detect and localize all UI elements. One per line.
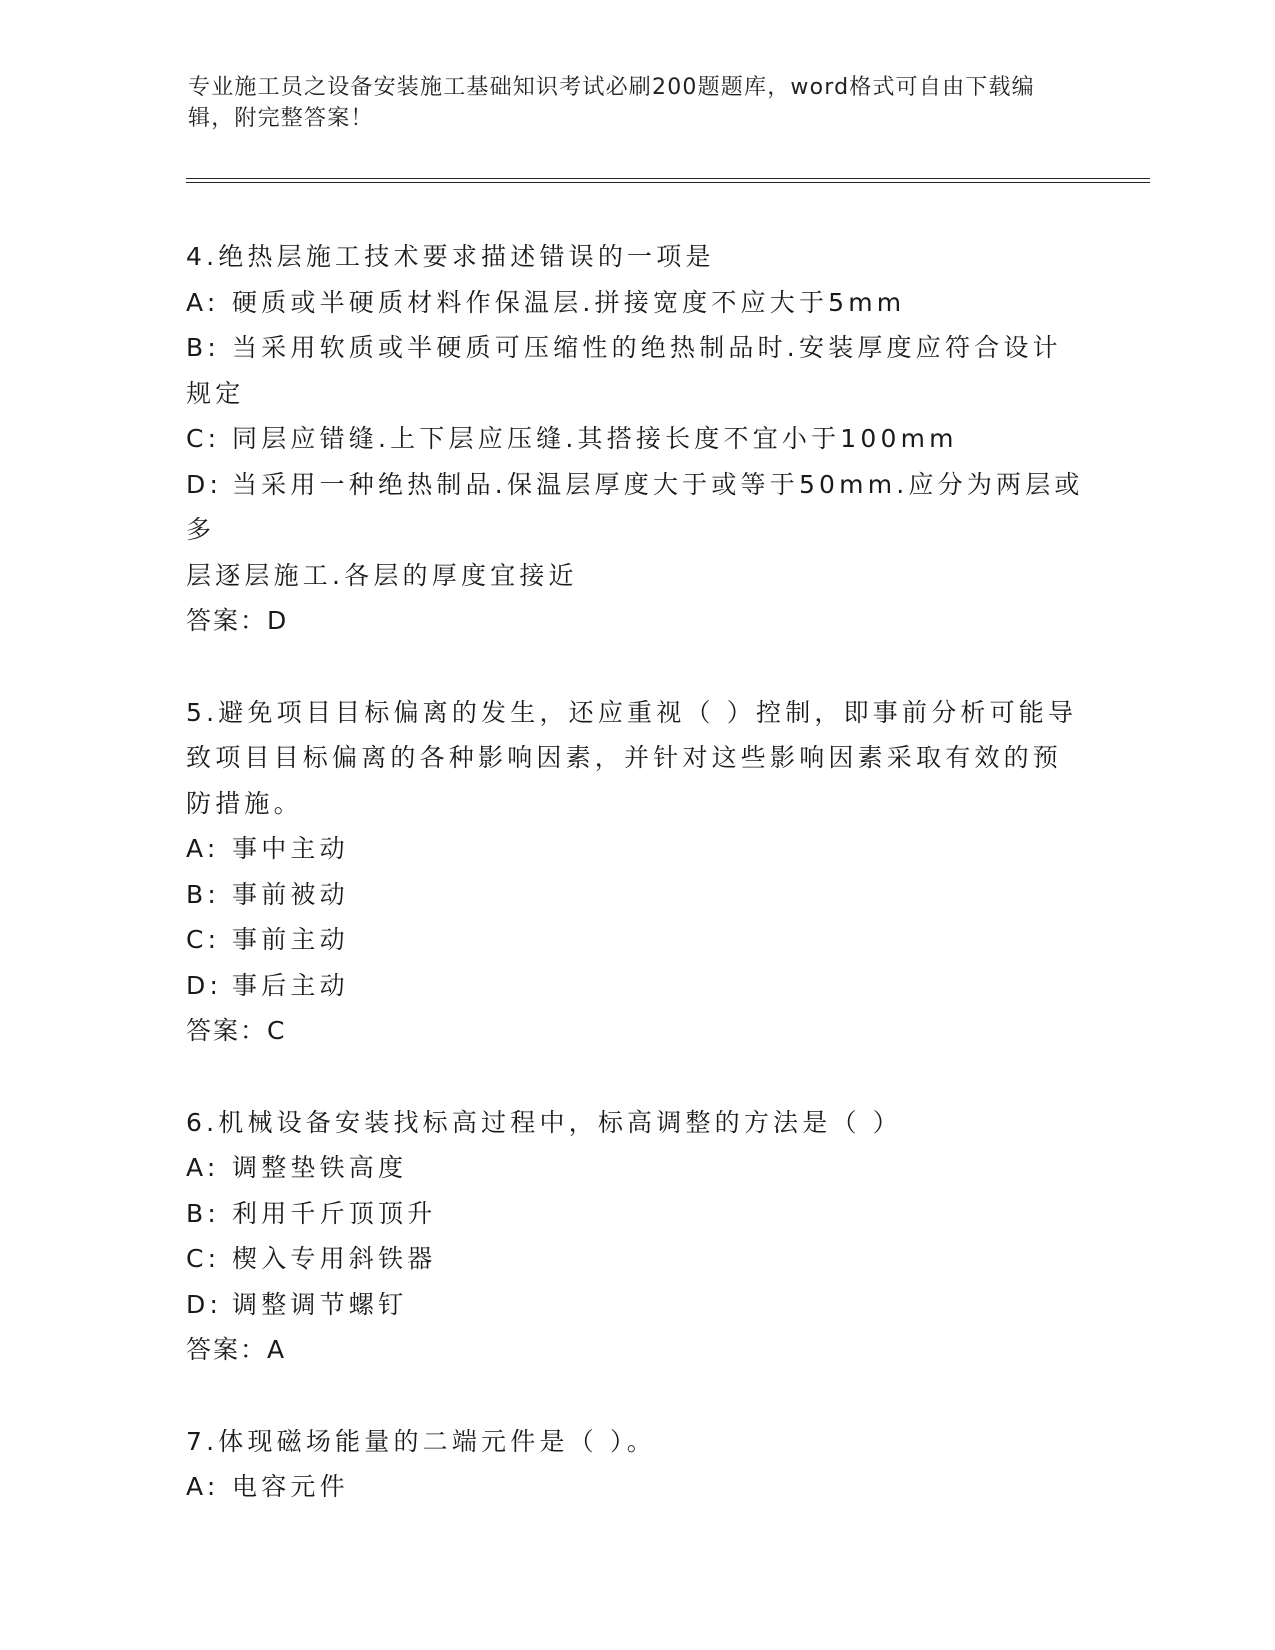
option-d-continuation: 层逐层施工.各层的厚度宜接近: [186, 560, 578, 590]
header-divider: [186, 178, 1150, 183]
option-text: 事前被动: [232, 879, 349, 909]
option-text: 事中主动: [232, 834, 349, 863]
option-key: A:: [186, 287, 220, 317]
option-d: [186, 963, 1086, 1009]
option-c: [186, 1236, 1086, 1282]
option-d: [186, 1282, 1086, 1328]
option-text: 事前主动: [232, 925, 349, 954]
question-list: [186, 234, 1086, 1556]
question-stem-continuation: 防措施。: [186, 788, 303, 818]
option-key: B:: [186, 1198, 220, 1228]
option-key: C:: [186, 925, 221, 954]
option-text: 调整垫铁高度: [232, 1153, 408, 1182]
option-b: [186, 1191, 1086, 1237]
option-text: 当采用一种绝热制品.保温层厚度大于或等于50mm.应分为两层或多: [186, 469, 1084, 544]
option-c: [186, 917, 1086, 963]
option-a: [186, 1145, 1086, 1191]
option-text: 同层应错缝.上下层应压缝.其搭接长度不宜小于100mm: [232, 424, 958, 453]
option-b: [186, 325, 1086, 371]
option-key: C:: [186, 424, 221, 453]
question-stem: 4.绝热层施工技术要求描述错误的一项是: [186, 242, 715, 271]
option-text: 当采用软质或半硬质可压缩性的绝热制品时.安装厚度应符合设计: [232, 333, 1062, 362]
option-key: B:: [186, 879, 220, 909]
question-stem: 7.体现磁场能量的二端元件是（ ）。: [186, 1426, 656, 1456]
option-key: A:: [186, 1472, 220, 1501]
option-text: 调整调节螺钉: [232, 1289, 408, 1319]
answer: 答案：D: [186, 606, 289, 635]
option-text: 电容元件: [232, 1472, 349, 1501]
question-stem-continuation: 致项目目标偏离的各种影响因素，并针对这些影响因素采取有效的预: [186, 743, 1063, 772]
option-a: [186, 280, 1086, 326]
option-a: [186, 1464, 1086, 1510]
question-4: [186, 234, 1086, 644]
option-b: [186, 872, 1086, 918]
option-key: C:: [186, 1244, 221, 1273]
question-6: [186, 1100, 1086, 1373]
option-key: B:: [186, 333, 220, 362]
option-key: D:: [186, 469, 223, 499]
option-c: [186, 416, 1086, 462]
option-text: 硬质或半硬质材料作保温层.拼接宽度不应大于5mm: [232, 287, 906, 317]
question-7: [186, 1419, 1086, 1510]
option-key: D:: [186, 1289, 223, 1319]
answer: 答案：A: [186, 1335, 287, 1364]
document-header: 专业施工员之设备安装施工基础知识考试必刷200题题库，word格式可自由下载编辑，附完整答案！: [188, 75, 1035, 131]
option-key: D:: [186, 970, 223, 1000]
option-text: 事后主动: [232, 970, 349, 1000]
option-text: 楔入专用斜铁器: [232, 1244, 437, 1273]
option-a: [186, 826, 1086, 872]
option-key: A:: [186, 834, 220, 863]
option-key: A:: [186, 1153, 220, 1182]
option-b-continuation: 规定: [186, 378, 245, 408]
answer: 答案：C: [186, 1016, 287, 1045]
option-text: 利用千斤顶顶升: [232, 1198, 437, 1228]
option-d: [186, 462, 1086, 553]
question-5: [186, 690, 1086, 1054]
question-stem: 6.机械设备安装找标高过程中，标高调整的方法是（ ）: [186, 1107, 903, 1137]
question-stem: 5.避免项目目标偏离的发生，还应重视（ ）控制，即事前分析可能导: [186, 697, 1078, 727]
